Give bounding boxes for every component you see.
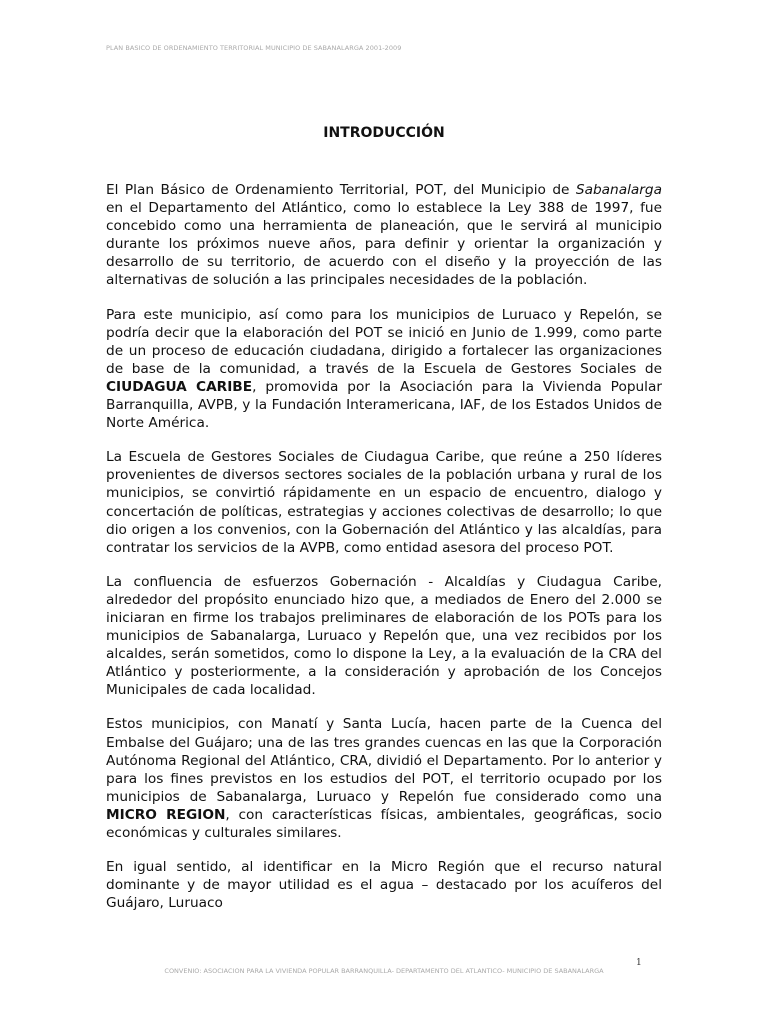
paragraph-1-text-b: en el Departamento del Atlántico, como lo establece la Ley 388 de 1997, fue concebido como una herramienta de planeación, que le servirá al municipio durante los próximos nueve años, para definir y orientar la organización y desarrollo de su territorio, de acuerdo con el diseño y la proyección de las alternativas de solución a las principales necesidades de la población. [106, 200, 662, 289]
paragraph-5-text-a: Estos municipios, con Manatí y Santa Lucía, hacen parte de la Cuenca del Embalse del Guájaro; una de las tres grandes cuencas en las que la Corporación Autónoma Regional del Atlántico, CRA, dividió el Departamento. Por lo anterior y para los fines previstos en los estudios del POT, el territorio ocupado por los municipios de Sabanalarga, Luruaco y Repelón fue considerado como una [106, 716, 662, 805]
paragraph-6: En igual sentido, al identificar en la Micro Región que el recurso natural dominante y de mayor utilidad es el agua – destacado por los acuíferos del Guájaro, Luruaco [106, 859, 662, 912]
paragraph-2-text-b: , promovida por la Asociación para la Vivienda Popular Barranquilla, AVPB, y la Fundación Interamericana, IAF, de los Estados Unidos de Norte América. [106, 378, 663, 432]
paragraph-1 [106, 181, 662, 290]
page-title: INTRODUCCIÓN [323, 125, 445, 141]
document-body [106, 181, 662, 928]
paragraph-1-italic: Sabanalarga [575, 182, 662, 198]
running-header: PLAN BASICO DE ORDENAMIENTO TERRITORIAL MUNICIPIO DE SABANALARGA 2001-2009 [106, 44, 402, 52]
running-footer: CONVENIO: ASOCIACION PARA LA VIVIENDA POPULAR BARRANQUILLA- DEPARTAMENTO DEL ATLANTICO- MUNICIPIO DE SABANALARGA [164, 967, 604, 975]
paragraph-5 [106, 715, 662, 842]
paragraph-1-text-a: El Plan Básico de Ordenamiento Territorial, POT, del Municipio de [106, 182, 576, 198]
paragraph-2-bold: CIUDAGUA CARIBE [106, 378, 253, 395]
paragraph-3: La Escuela de Gestores Sociales de Ciudagua Caribe, que reúne a 250 líderes provenientes de diversos sectores sociales de la población urbana y rural de los municipios, se convirtió rápidamente en un espacio de encuentro, dialogo y concertación de políticas, estrategias y acciones colectivas de desarrollo; lo que dio origen a los convenios, con la Gobernación del Atlántico y las alcaldías, para contratar los servicios de la AVPB, como entidad asesora del proceso POT. [106, 449, 662, 556]
page-number: 1 [636, 958, 642, 968]
paragraph-2 [106, 306, 662, 433]
paragraph-5-bold: MICRO REGION [106, 806, 226, 823]
paragraph-4: La confluencia de esfuerzos Gobernación - Alcaldías y Ciudagua Caribe, alrededor del propósito enunciado hizo que, a mediados de Enero del 2.000 se iniciaran en firme los trabajos preliminares de elaboración de los POTs para los municipios de Sabanalarga, Luruaco y Repelón que, una vez recibidos por los alcaldes, serán sometidos, como lo dispone la Ley, a la evaluación de la CRA del Atlántico y posteriormente, a la consideración y aprobación de los Concejos Municipales de cada localidad. [106, 573, 662, 699]
paragraph-2-text-a: Para este municipio, así como para los municipios de Luruaco y Repelón, se podría decir que la elaboración del POT se inició en Junio de 1.999, como parte de un proceso de educación ciudadana, dirigido a fortalecer las organizaciones de base de la comunidad, a través de la Escuela de Gestores Sociales de [106, 306, 662, 377]
paragraph-5-text-b: , con características físicas, ambientales, geográficas, socio económicas y culturales similares. [106, 806, 662, 841]
